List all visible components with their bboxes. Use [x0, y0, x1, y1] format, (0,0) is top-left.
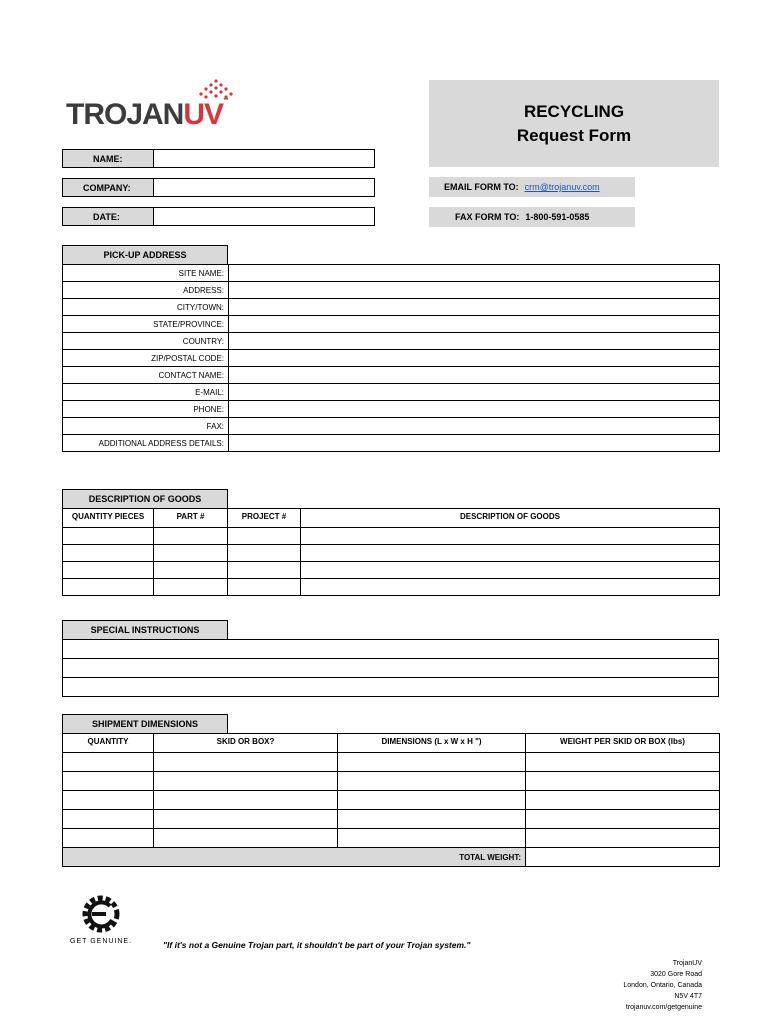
pickup-table [62, 264, 720, 452]
cell[interactable] [63, 810, 154, 829]
table-row [63, 545, 720, 562]
date-label: DATE: [62, 207, 154, 226]
name-field[interactable] [153, 149, 375, 168]
cell[interactable] [154, 829, 338, 848]
cell[interactable] [63, 579, 154, 596]
row-label: COUNTRY: [63, 333, 229, 350]
get-genuine-text: GET GENUINE. [70, 938, 133, 945]
table-row [63, 333, 720, 350]
col-header: SKID OR BOX? [154, 734, 338, 753]
cell[interactable] [228, 528, 301, 545]
table-row [63, 579, 720, 596]
goods-table [62, 508, 720, 596]
cell[interactable] [338, 810, 526, 829]
contact-name-field[interactable] [229, 367, 720, 384]
email-field[interactable] [229, 384, 720, 401]
phone-field[interactable] [229, 401, 720, 418]
row-label: CITY/TOWN: [63, 299, 229, 316]
total-weight-field[interactable] [526, 848, 720, 867]
table-row [63, 640, 719, 659]
cell[interactable] [338, 829, 526, 848]
total-weight-row [63, 848, 720, 867]
cell[interactable] [526, 753, 720, 772]
email-label: EMAIL FORM TO: [444, 182, 519, 192]
table-row [63, 528, 720, 545]
col-header: DIMENSIONS (L x W x H ") [338, 734, 526, 753]
cell[interactable] [154, 579, 228, 596]
company-label: COMPANY: [62, 178, 154, 197]
row-label: ADDITIONAL ADDRESS DETAILS: [63, 435, 229, 452]
cell[interactable] [526, 810, 720, 829]
gear-icon [74, 892, 128, 936]
col-header: QUANTITY PIECES [63, 509, 154, 528]
cell[interactable] [154, 562, 228, 579]
cell[interactable] [63, 829, 154, 848]
col-header: DESCRIPTION OF GOODS [301, 509, 720, 528]
col-header: QUANTITY [63, 734, 154, 753]
fax-number: 1-800-591-0585 [525, 212, 590, 222]
email-link[interactable]: crm@trojanuv.com [524, 182, 600, 192]
row-label: FAX: [63, 418, 229, 435]
table-row [63, 282, 720, 299]
instructions-line[interactable] [63, 640, 719, 659]
city-field[interactable] [229, 299, 720, 316]
address-line: London, Ontario, Canada [623, 982, 702, 989]
site-name-field[interactable] [229, 265, 720, 282]
table-row [63, 299, 720, 316]
address-line: N5V 4T7 [674, 993, 702, 1000]
table-row [63, 829, 720, 848]
table-row [63, 316, 720, 333]
form-subtitle: Request Form [516, 126, 632, 145]
form-title-box [429, 80, 719, 167]
table-row [63, 810, 720, 829]
fax-label: FAX FORM TO: [455, 212, 520, 222]
fax-box [429, 207, 635, 227]
get-genuine-logo [70, 892, 134, 952]
goods-header: DESCRIPTION OF GOODS [62, 489, 228, 508]
col-header: PROJECT # [228, 509, 301, 528]
col-header: PART # [154, 509, 228, 528]
row-label: STATE/PROVINCE: [63, 316, 229, 333]
fax-field[interactable] [229, 418, 720, 435]
row-label: CONTACT NAME: [63, 367, 229, 384]
company-address [542, 958, 702, 1013]
instructions-table [62, 639, 719, 697]
table-row [63, 562, 720, 579]
cell[interactable] [301, 562, 720, 579]
cell[interactable] [154, 753, 338, 772]
cell[interactable] [154, 772, 338, 791]
address-line: TrojanUV [672, 960, 702, 967]
table-row [63, 350, 720, 367]
instructions-line[interactable] [63, 659, 719, 678]
state-field[interactable] [229, 316, 720, 333]
table-row [63, 418, 720, 435]
table-row [63, 265, 720, 282]
cell[interactable] [154, 528, 228, 545]
instructions-line[interactable] [63, 678, 719, 697]
total-weight-label: TOTAL WEIGHT: [63, 848, 526, 867]
country-field[interactable] [229, 333, 720, 350]
table-row [63, 791, 720, 810]
cell[interactable] [63, 528, 154, 545]
cell[interactable] [301, 545, 720, 562]
trojan-uv-logo [66, 78, 246, 130]
row-label: PHONE: [63, 401, 229, 418]
row-label: E-MAIL: [63, 384, 229, 401]
logo-text-uv: UV [183, 98, 224, 131]
cell[interactable] [63, 791, 154, 810]
address-field[interactable] [229, 282, 720, 299]
table-row [63, 678, 719, 697]
cell[interactable] [526, 772, 720, 791]
table-row [63, 384, 720, 401]
table-row [63, 401, 720, 418]
cell[interactable] [63, 753, 154, 772]
cell[interactable] [154, 545, 228, 562]
cell[interactable] [63, 562, 154, 579]
row-label: ZIP/POSTAL CODE: [63, 350, 229, 367]
table-row [63, 753, 720, 772]
cell[interactable] [228, 579, 301, 596]
email-box [429, 177, 635, 197]
table-row [63, 659, 719, 678]
cell[interactable] [338, 753, 526, 772]
pickup-header: PICK-UP ADDRESS [62, 245, 228, 264]
name-label: NAME: [62, 149, 154, 168]
address-line: 3020 Gore Road [650, 971, 702, 978]
logo-tm: ™ [223, 98, 229, 104]
cell[interactable] [338, 772, 526, 791]
row-label: ADDRESS: [63, 282, 229, 299]
company-field[interactable] [153, 178, 375, 197]
instructions-header: SPECIAL INSTRUCTIONS [62, 620, 228, 639]
zip-field[interactable] [229, 350, 720, 367]
form-title: RECYCLING [523, 102, 625, 121]
table-row [63, 367, 720, 384]
row-label: SITE NAME: [63, 265, 229, 282]
date-field[interactable] [153, 207, 375, 226]
cell[interactable] [228, 562, 301, 579]
cell[interactable] [228, 545, 301, 562]
additional-details-field[interactable] [229, 435, 720, 452]
genuine-slogan: "If it's not a Genuine Trojan part, it shouldn't be part of your Trojan system." [163, 940, 471, 950]
cell[interactable] [63, 772, 154, 791]
cell[interactable] [63, 545, 154, 562]
col-header: WEIGHT PER SKID OR BOX (lbs) [526, 734, 720, 753]
logo-text-trojan: TROJAN [66, 98, 184, 131]
table-row [63, 435, 720, 452]
website-link[interactable]: trojanuv.com/getgenuine [625, 1004, 702, 1011]
shipment-header: SHIPMENT DIMENSIONS [62, 714, 228, 733]
shipment-table [62, 733, 720, 867]
cell[interactable] [154, 791, 338, 810]
cell[interactable] [338, 791, 526, 810]
cell[interactable] [301, 528, 720, 545]
cell[interactable] [154, 810, 338, 829]
table-header-row [63, 509, 720, 528]
cell[interactable] [526, 791, 720, 810]
cell[interactable] [526, 829, 720, 848]
table-header-row [63, 734, 720, 753]
cell[interactable] [301, 579, 720, 596]
table-row [63, 772, 720, 791]
